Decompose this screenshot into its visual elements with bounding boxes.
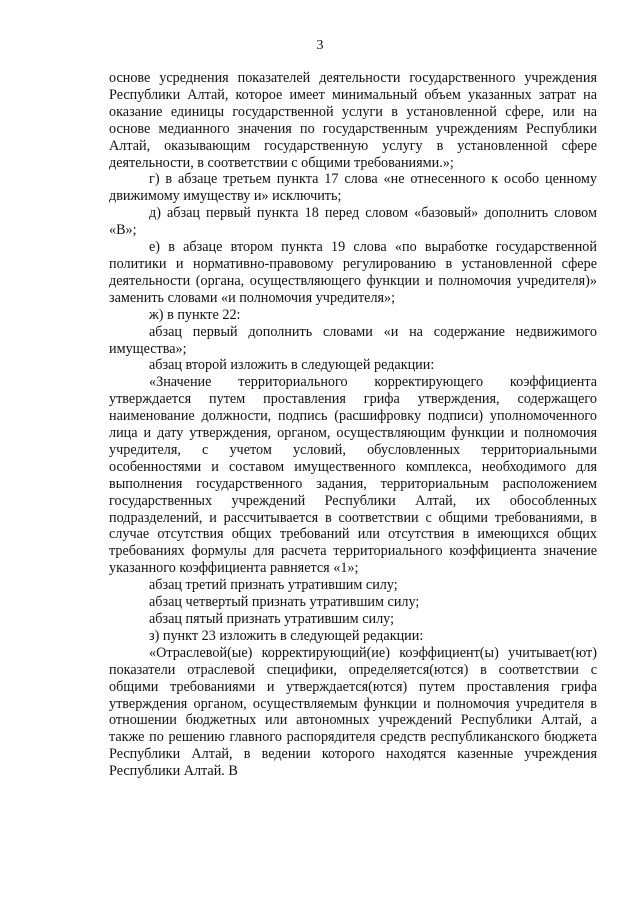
paragraph-industry-coefficient: «Отраслевой(ые) корректирующий(ие) коэффициент(ы) учитывает(ют) показатели отраслевой специфики, определяется(ются) в соответствии с общими требованиями и утверждается(ются) путем проставления грифа утверждения органом, осуществляемым функции и полномочия учредителя в отношении бюджетных или автономных учреждений Республики Алтай, а также по решению главного распорядителя средств республиканского бюджета Республики Алтай, в ведении которого находятся казенные учреждения Республики Алтай. В xyxy=(109,644,597,780)
paragraph-item-z: з) пункт 23 изложить в следующей редакции: xyxy=(149,627,424,644)
paragraph-fifth-void: абзац пятый признать утратившим силу; xyxy=(149,611,395,627)
document-body xyxy=(109,70,597,780)
paragraph-item-g: г) в абзаце третьем пункта 17 слова «не отнесенного к особо ценному движимому имуществу и» исключить; xyxy=(109,171,597,205)
paragraph-second-edition: абзац второй изложить в следующей редакции: xyxy=(149,357,435,374)
paragraph-item-e: е) в абзаце втором пункта 19 слова «по выработке государственной политики и нормативно-правовому регулированию в установленной сфере деятельности (органа, осуществляющего функции и полномочия учредителя)» заменить словами «и полномочия учредителя»; xyxy=(109,239,597,306)
paragraph-third-void: абзац третий признать утратившим силу; xyxy=(149,577,398,594)
paragraph-item-zh: ж) в пункте 22: xyxy=(149,306,241,323)
paragraph-first-addition: абзац первый дополнить словами «и на содержание недвижимого имущества»; xyxy=(109,323,597,357)
paragraph-fourth-void: абзац четвертый признать утратившим силу; xyxy=(149,594,420,611)
page-number: 3 xyxy=(316,38,324,53)
paragraph-calculation-basis: основе усреднения показателей деятельности государственного учреждения Республики Алтай, которое имеет минимальный объем указанных затрат на оказание единицы государственной услуги в установленной сфере, или на основе медианного значения по государственным учреждениям Республики Алтай, оказывающим государственную услугу в установленной сфере деятельности, в соответствии с общими требованиями.»; xyxy=(109,70,597,171)
paragraph-territorial-coefficient: «Значение территориального корректирующего коэффициента утверждается путем проставления грифа утверждения, содержащего наименование должности, подпись (расшифровку подписи) уполномоченного лица и дату утверждения, органом, осуществляющим функции и полномочия учредителя, с учетом условий, обусловленных территориальными особенностями и составом имущественного комплекса, необходимого для выполнения государственного задания, территориальным расположением государственных учреждений Республики Алтай, их обособленных подразделений, и рассчитывается в соответствии с общими требованиями, в случае отсутствия общих требований или отсутствия в имеющихся общих требованиях формулы для расчета территориального коэффициента значение указанного коэффициента равняется «1»; xyxy=(109,374,597,577)
paragraph-item-d: д) абзац первый пункта 18 перед словом «базовый» дополнить словом «В»; xyxy=(109,205,597,239)
